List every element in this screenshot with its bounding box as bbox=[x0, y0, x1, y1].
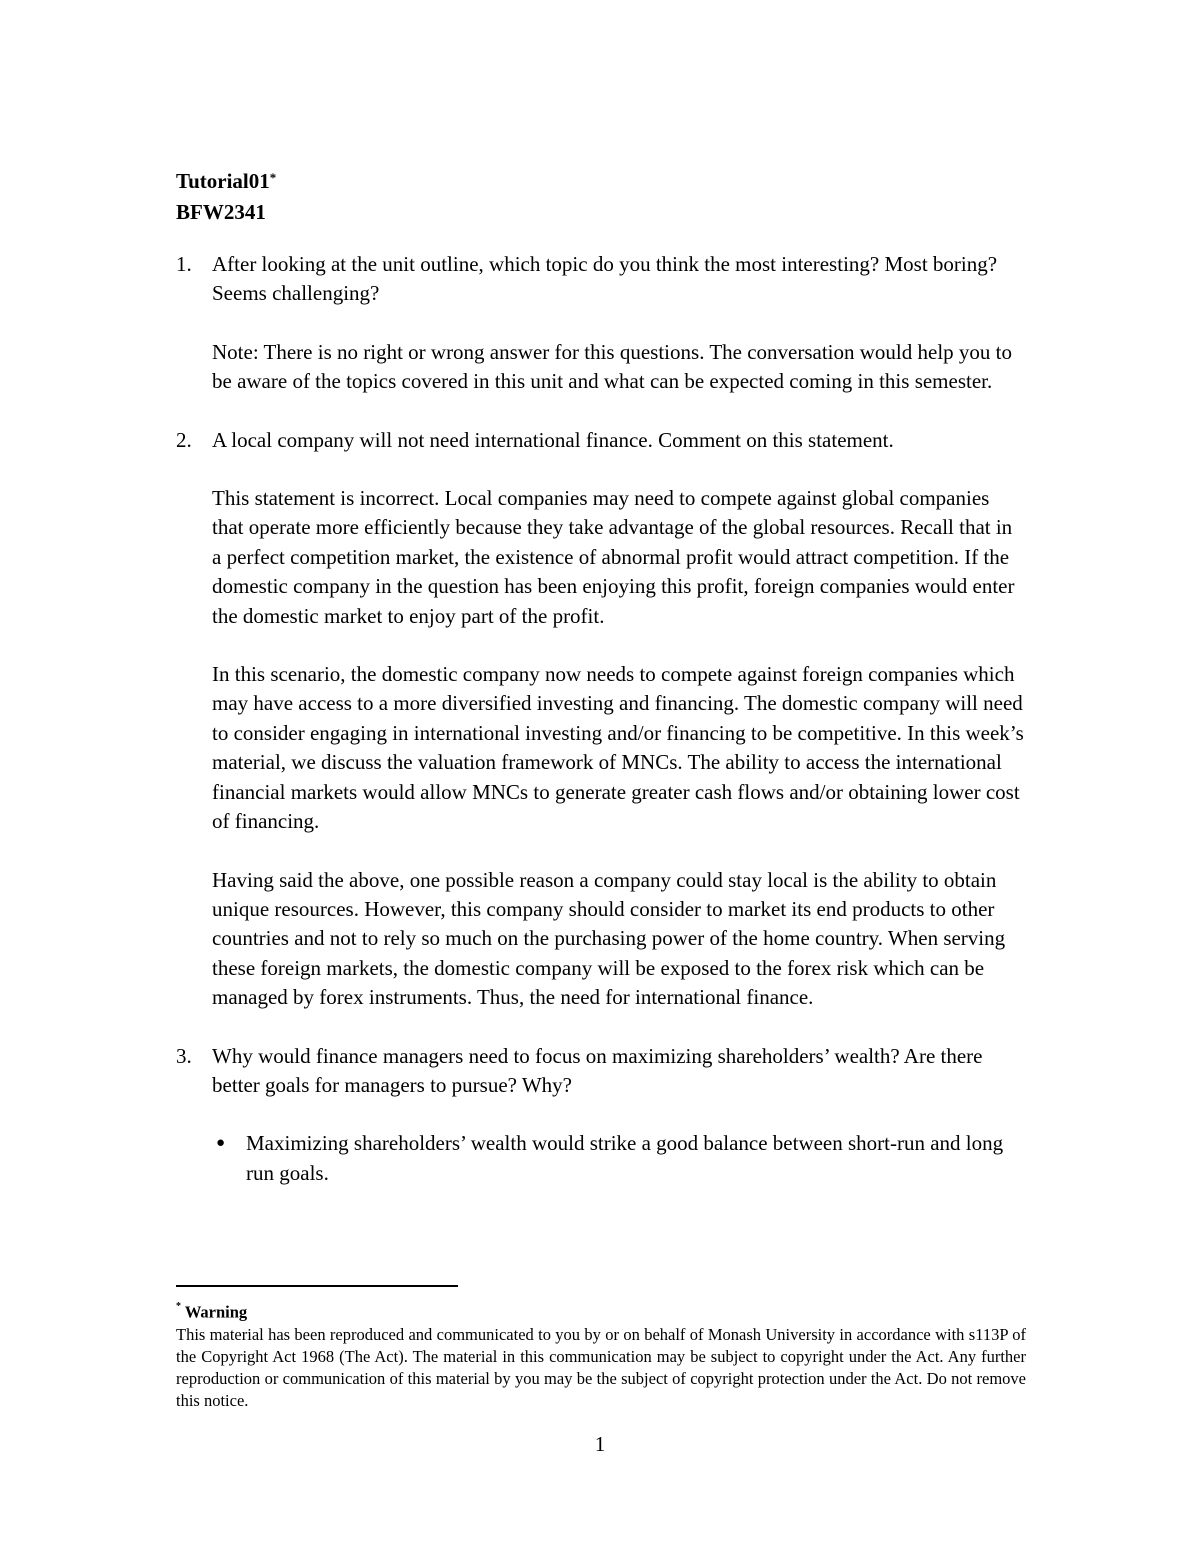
tutorial-title-text: Tutorial01 bbox=[176, 169, 270, 193]
question-3 bbox=[176, 1042, 1026, 1101]
answer-bullet bbox=[176, 1129, 1026, 1188]
footnote-separator bbox=[176, 1285, 458, 1287]
question-text: A local company will not need international finance. Comment on this statement. bbox=[212, 427, 894, 452]
bullet-text: Maximizing shareholders’ wealth would strike a good balance between short-run and long run goals. bbox=[246, 1131, 1004, 1185]
question-1 bbox=[176, 250, 1026, 397]
question-text: After looking at the unit outline, which topic do you think the most interesting? Most boring? Seems challenging? bbox=[212, 252, 998, 306]
footnote-title-text: Warning bbox=[184, 1302, 248, 1322]
tutorial-title bbox=[176, 166, 276, 197]
unit-code: BFW2341 bbox=[176, 200, 266, 224]
footnote-mark: * bbox=[176, 1301, 181, 1312]
question-number: 1. bbox=[176, 252, 192, 276]
question-2 bbox=[176, 426, 1026, 1013]
question-number: 3. bbox=[176, 1043, 192, 1068]
footnote-title bbox=[176, 1298, 1026, 1324]
answer-paragraph: In this scenario, the domestic company now needs to compete against foreign companies which may have access to a more diversified investing and financing. The domestic company will need to consider engaging in international investing and/or financing to be competitive. In this week’s material, we discuss the valuation framework of MNCs. The ability to access the international financial markets would allow MNCs to generate greater cash flows and/or obtaining lower cost of financing. bbox=[212, 662, 1024, 834]
document-header bbox=[176, 166, 276, 228]
footnote-reference: * bbox=[269, 170, 277, 185]
footnote-text: This material has been reproduced and communicated to you by or on behalf of Monash University in accordance with s113P of the Copyright Act 1968 (The Act). The material in this communication may be subject to copyright under the Act. Any further reproduction or communication of this material by you may be the subject of copyright protection under the Act. Do not remove this notice. bbox=[176, 1324, 1026, 1411]
page-number: 1 bbox=[594, 1432, 606, 1456]
answer-paragraph: Having said the above, one possible reason a company could stay local is the ability to obtain unique resources. However, this company should consider to market its end products to other countries and not to rely so much on the purchasing power of the home country. When serving these foreign markets, the domestic company will be exposed to the forex risk which can be managed by forex instruments. Thus, the need for international finance. bbox=[212, 867, 1006, 1010]
questions-list bbox=[176, 250, 1026, 1188]
question-number: 2. bbox=[176, 427, 192, 452]
footnote bbox=[176, 1298, 1026, 1413]
bullet-icon: ● bbox=[216, 1135, 226, 1152]
answer-paragraph: Note: There is no right or wrong answer for this questions. The conversation would help you to be aware of the topics covered in this unit and what can be expected coming in this semester. bbox=[212, 339, 1012, 394]
question-text: Why would finance managers need to focus on maximizing shareholders’ wealth? Are there better goals for managers to pursue? Why? bbox=[212, 1043, 983, 1097]
answer-paragraph: This statement is incorrect. Local companies may need to compete against global companies that operate more efficiently because they take advantage of the global resources. Recall that in a perfect competition market, the existence of abnormal profit would attract competition. If the domestic company in the question has been enjoying this profit, foreign companies would enter the domestic market to enjoy part of the profit. bbox=[212, 486, 1015, 628]
